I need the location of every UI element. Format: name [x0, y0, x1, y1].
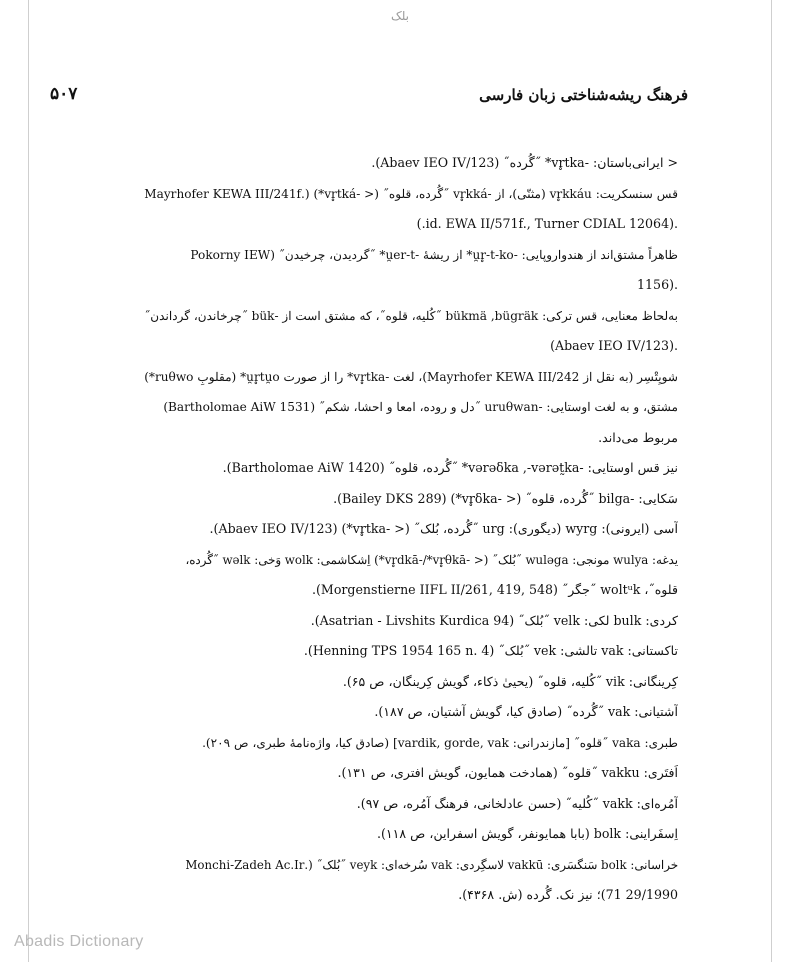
watermark-logo: Abadis Dictionary [14, 933, 144, 950]
text-line: 29/1990 71)؛ نیز نک. گُرده (ش. ۴۳۶۸). [458, 887, 678, 902]
text-line: (.id. EWA II/571f., Turner CDIAL 12064). [416, 216, 678, 231]
text-line: آسی (ایرونی): wyrg (دیگوری): urg ˝گُرده، بُلک˝ (< -vr̥tka*) (Abaev IEO IV/123). [209, 521, 678, 536]
page-number: ۵۰۷ [50, 84, 78, 104]
text-line: اَفتَری: vakku ˝قلوه˝ (همادخت همایون، گویش افتری، ص ۱۳۱). [337, 765, 678, 780]
text-line: آمُره‌ای: vakk ˝کُلیه˝ (حسن عادلخانی، فرهنگ آمُره، ص ۹۷). [356, 795, 678, 811]
text-line: مشتق، و به لغت اوستایی: -uruθwan ˝دل و روده، امعا و احشا، شکم˝ (Bartholomae AiW 1531) [163, 400, 678, 414]
text-line: طبری: vaka ˝قلوه˝ [مازندرانی: vardik, gorde, vak] (صادق کیا، واژه‌نامهٔ طبری، ص ۲۰۹). [202, 735, 678, 750]
text-line: اِسفَراینی: bolk (بابا همایونفر، گویش اسفراین، ص ۱۱۸). [376, 826, 678, 841]
text-line: تاکستانی: vak تالشی: vek ˝بُلک˝ (Henning TPS 1954 165 n. 4). [303, 643, 678, 658]
page-right-border [771, 0, 772, 962]
text-line: (Abaev IEO IV/123). [550, 338, 678, 353]
text-line: قس سنسکریت: vr̥kkáu (مثنّی)، از -vr̥kká ˝گُرده، قلوه˝ (< -vr̥tká*) (.Mayrhofer KEWA III/241f [144, 186, 678, 201]
site-top-word: بلک [390, 9, 410, 23]
text-line: < ایرانی‌باستان: -vr̥tka* ˝گُرده˝ (Abaev IEO IV/123). [371, 155, 678, 170]
text-line: کِرینگانی: vik ˝کُلیه، قلوه˝ (یحییٰ ذکاء، گویش کِرینگان، ص ۶۵). [342, 673, 678, 689]
text-line: شویِتْسِر (به نقل از Mayrhofer KEWA III/242)، لغت -vr̥tka* را از صورت u̯r̥tu̯o* (مقلوبِ ruθwo*) [144, 369, 678, 384]
text-line: مربوط می‌داند. [598, 429, 678, 445]
running-title: فرهنگ ریشه‌شناختی زبان فارسی [479, 86, 688, 104]
page-left-border [28, 0, 29, 962]
text-line: سَکایی: -bilga ˝گُرده، قلوه˝ (< -vr̥δka*) (Bailey DKS 289). [333, 490, 678, 506]
text-line: یدغه: wulya مونجی: wuləga ˝بُلک˝ (< -vr̥dkā-/*vr̥θkā*) اِشکاشمی: wolk وَخی: wəlk ˝گُرده، [185, 552, 678, 567]
text-line: کردی: bulk لکی: velk ˝بُلک˝ (Asatrian - Livshits Kurdica 94). [310, 612, 678, 628]
text-line: 1156). [637, 277, 678, 292]
text-line: قلوه˝، woltᵘk ˝جگر˝ (Morgenstierne IIFL II/261, 419, 548). [312, 582, 678, 597]
text-line: ظاهراً مشتق‌اند از هندواروپایی: -u̯r̥-t-ko* از ریشهٔ -u̯er-t* ˝گردیدن، چرخیدن˝ (Pokorny IEW [190, 247, 678, 262]
text-line: نیز قس اوستایی: -vərəδka ,-vərət̰ka* ˝گُرده، قلوه˝ (Bartholomae AiW 1420). [222, 460, 678, 475]
etymology-entry-text [45, 148, 678, 911]
text-line: آشتیانی: vak ˝گُرده˝ (صادق کیا، گویش آشتیان، ص ۱۸۷). [374, 704, 678, 719]
text-line: به‌لحاظ معنایی، قس ترکی: bükmä ,bügräk ˝کُلیه، قلوه˝، که مشتق است از -bük ˝چرخاندن، گرداندن˝ [144, 308, 678, 323]
text-line: خراسانی: bolk سَنگسَری: vakkū لاسگِردی: vak سُرخه‌ای: veyk ˝بُلک˝ (.Monchi-Zadeh Ac.Ir [185, 857, 678, 872]
